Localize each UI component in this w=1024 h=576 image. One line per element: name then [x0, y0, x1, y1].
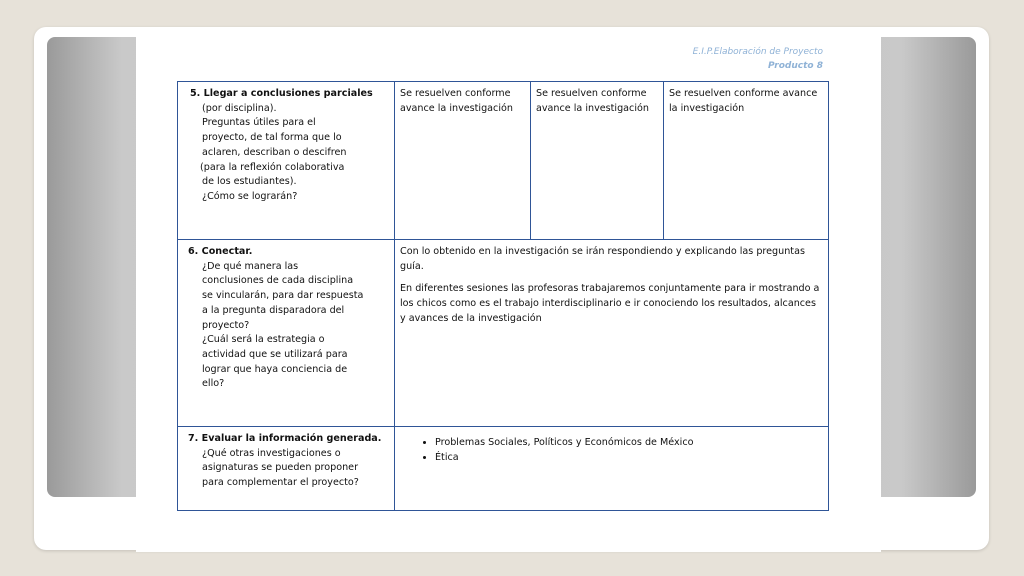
row-7-content-cell [395, 427, 829, 511]
row-5-line: (para la reflexión colaborativa [200, 161, 345, 173]
row-5-line: proyecto, de tal forma que lo [202, 132, 342, 144]
list-item: • Ética [435, 451, 823, 466]
list-item: • Problemas Sociales, Políticos y Económicos de México [435, 436, 823, 451]
row-6-line: ello? [202, 378, 225, 390]
document-page [136, 36, 881, 552]
row-7-title: 7. Evaluar la información generada. [188, 433, 382, 444]
row-5-label-cell [178, 82, 395, 240]
row-6-line: se vincularán, para dar respuesta [202, 290, 364, 302]
row-6-line: ¿De qué manera las [202, 260, 299, 272]
row-5-line: aclaren, describan o descifren [202, 146, 347, 158]
row-7-line: ¿Qué otras investigaciones o [202, 447, 341, 459]
document-header-title: E.I.P.Elaboración de Proyecto [692, 47, 823, 57]
table-row [178, 82, 829, 240]
row-6-paragraph: En diferentes sesiones las profesoras trabajaremos conjuntamente para ir mostrando a los chicos como es el trabajo interdisciplinario e ir conociendo los resultados, alcances y avances de la investigación [400, 283, 820, 324]
row-6-title: 6. Conectar. [188, 246, 253, 257]
row-6-line: actividad que se utilizará para [202, 348, 348, 360]
row-6-line: lograr que haya conciencia de [202, 363, 348, 375]
table-row [178, 240, 829, 427]
row-6-line: ¿Cuál será la estrategia o [202, 334, 325, 346]
document-header-product: Producto 8 [767, 61, 823, 71]
row-6-paragraph: Con lo obtenido en la investigación se irán respondiendo y explicando las preguntas guía. [400, 246, 805, 272]
row-7-line: para complementar el proyecto? [202, 477, 359, 489]
row-7-line: asignaturas se pueden proponer [202, 462, 359, 474]
row-5-title: 5. Llegar a conclusiones parciales [190, 88, 373, 99]
row-6-line: a la pregunta disparadora del [202, 304, 345, 316]
row-6-content-cell [395, 240, 829, 427]
row-6-label-cell [178, 240, 395, 427]
row-5-line: ¿Cómo se lograrán? [202, 190, 298, 202]
row-5-line: Preguntas útiles para el [202, 117, 316, 129]
row-5-line: de los estudiantes). [202, 176, 297, 188]
row-5-cell: Se resuelven conforme avance la investigación [395, 82, 531, 240]
row-5-line: (por disciplina). [202, 102, 277, 114]
row-6-line: proyecto? [202, 319, 250, 331]
table-row [178, 427, 829, 511]
row-7-bullet-list [400, 436, 823, 465]
row-7-label-cell [178, 427, 395, 511]
row-5-cell: Se resuelven conforme avance la investigación [531, 82, 664, 240]
row-5-cell: Se resuelven conforme avance la investigación [664, 82, 829, 240]
row-6-line: conclusiones de cada disciplina [202, 275, 354, 287]
project-table [177, 81, 829, 511]
